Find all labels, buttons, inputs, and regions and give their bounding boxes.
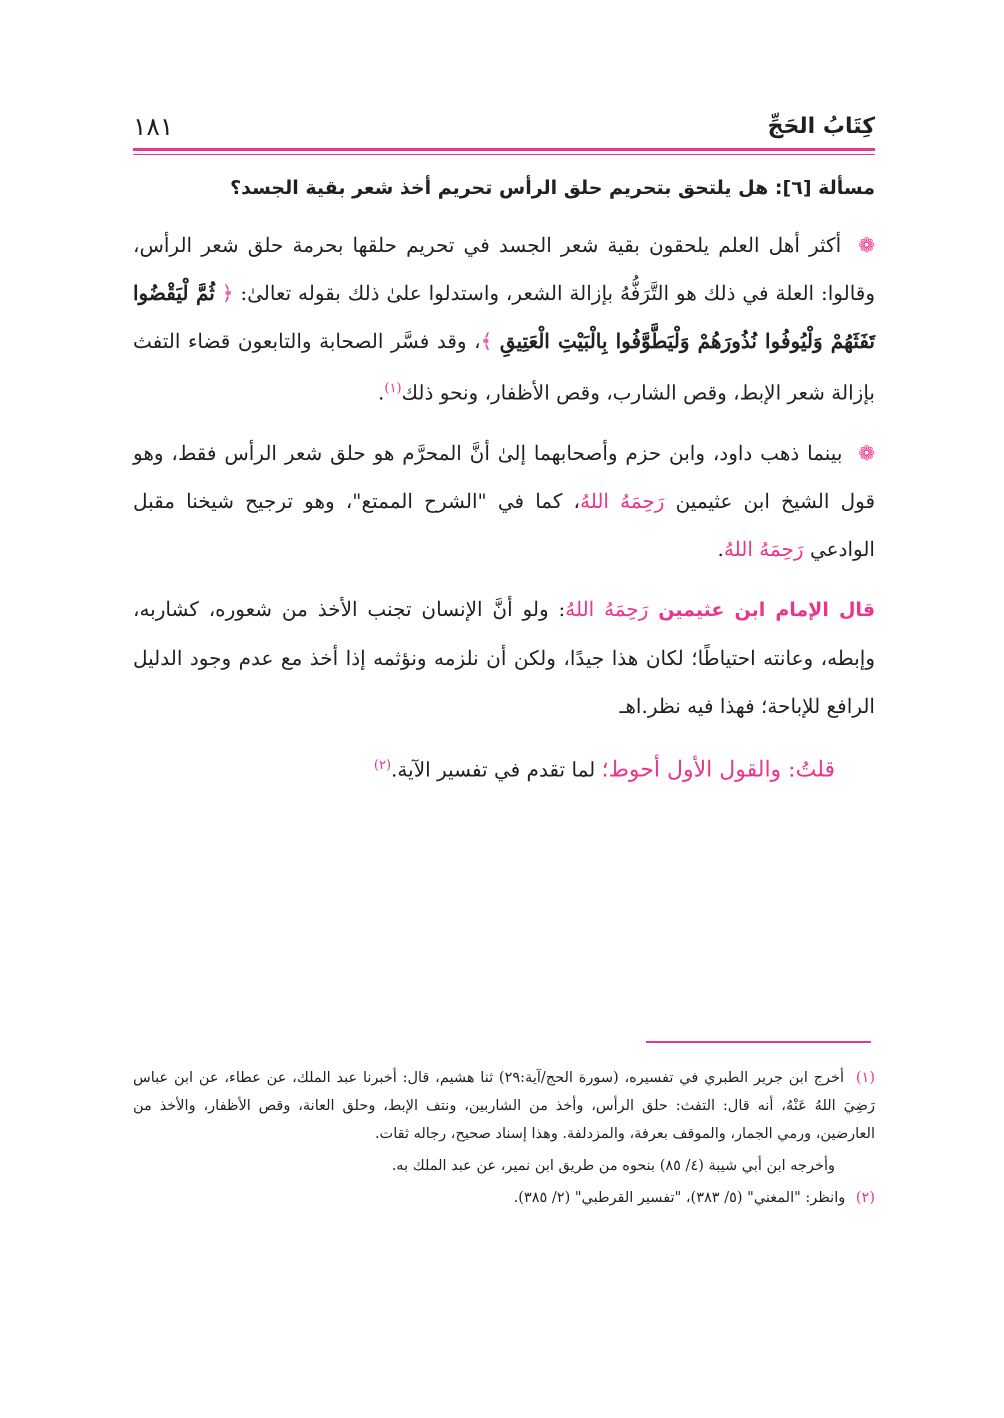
page-number: ١٨١ xyxy=(133,112,174,141)
footnote-2-number: (٢) xyxy=(855,1190,875,1206)
paragraph-quote xyxy=(133,585,875,730)
verse-close-bracket: ﴾ xyxy=(480,329,493,353)
footnote-1-extra: وأخرجه ابن أبي شيبة (٤/ ٨٥) بنحوه من طريق ابن نمير، عن عبد الملك به. xyxy=(391,1158,835,1174)
footnote-ref-2[interactable]: (٢) xyxy=(373,757,392,773)
footnote-separator xyxy=(646,1041,871,1043)
footnote-1 xyxy=(133,1064,875,1148)
para2-text-b: ، كما في "الشرح الممتع"، وهو ترجيح شيخنا مقبل الوادعي xyxy=(133,488,875,561)
footnote-2-text: وانظر: "المغني" (٥/ ٣٨٣)، "تفسير القرطبي" (٢/ ٣٨٥). xyxy=(513,1190,846,1206)
para2-end: . xyxy=(717,536,724,561)
para1-end: . xyxy=(378,380,385,405)
para2-text-a: بينما ذهب داود، وابن حزم وأصحابهما إلىٰ أنَّ المحرَّم هو حلق شعر الرأس فقط، وهو قول الشيخ ابن عثيمين xyxy=(133,440,875,513)
running-header xyxy=(133,108,875,148)
para1-text-b: ، وقد فسَّر الصحابة والتابعون قضاء التفث بإزالة شعر الإبط، وقص الشارب، وقص الأظفار، ونحو ذلك xyxy=(133,329,875,405)
verse-open-bracket: ﴿ xyxy=(221,281,234,305)
question-text: هل يلتحق بتحريم حلق الرأس تحريم أخذ شعر بقية الجسد؟ xyxy=(230,177,769,199)
header-rule-thin xyxy=(133,154,875,155)
footnotes xyxy=(133,1064,875,1212)
footnote-2 xyxy=(133,1184,875,1212)
header-rule-thick xyxy=(133,148,875,151)
quote-text: ولو أنَّ الإنسان تجنب الأخذ من شعوره، كشاربه، وإبطه، وعانته احتياطًا؛ لكان هذا جيدًا، ولكن أن نلزمه ونؤثمه إذا أخذ مع عدم وجود الدليل الرافع للإباحة؛ فهذا فيه نظر.اهـ xyxy=(133,596,875,718)
footnote-1-text: أخرج ابن جرير الطبري في تفسيره، (سورة الحج/آية:٢٩) ثنا هشيم، قال: أخبرنا عبد الملك، عن عطاء، عن ابن عباس رَضِيَ اللهُ عَنْهُ، أنه قال: التفث: حلق الرأس، وأخذ من الشاربين، ونتف الإبط، وحلق العانة، وقص الأظفار، والأخذ من العارضين، ورمي الجمار، والموقف بعرفة، والمزدلفة. وهذا إسناد صحيح، رجاله ثقات. xyxy=(133,1070,875,1142)
quote-honorific: رَحِمَهُ اللهُ xyxy=(565,596,649,621)
quote-colon: : xyxy=(558,596,566,621)
honorific-1: رَحِمَهُ اللهُ xyxy=(579,488,665,513)
conclusion-lead: قلتُ: والقول الأول أحوط؛ xyxy=(601,757,835,783)
paragraph-minority-view xyxy=(133,429,875,573)
conclusion-text: لما تقدم في تفسير الآية. xyxy=(391,757,596,782)
paragraph-majority-view xyxy=(133,221,875,417)
honorific-2: رَحِمَهُ اللهُ xyxy=(723,536,804,561)
flower-ornament-icon: ❁ xyxy=(858,233,875,257)
book-title: كِتَابُ الحَجِّ xyxy=(767,114,875,139)
question-label: مسألة [٦]: xyxy=(774,177,875,199)
flower-ornament-icon: ❁ xyxy=(858,440,876,465)
quran-verse: ثُمَّ لْيَقْضُوا تَفَثَهُمْ وَلْيُوفُوا نُذُورَهُمْ وَلْيَطَّوَّفُوا بِالْبَيْتِ الْعَتِيقِ xyxy=(133,281,876,353)
quote-speaker: قال الإمام ابن عثيمين xyxy=(658,598,876,621)
question-heading xyxy=(133,165,875,211)
footnote-1-number: (١) xyxy=(855,1070,876,1086)
main-text xyxy=(133,165,875,806)
paragraph-conclusion xyxy=(133,742,875,795)
para1-text-a: أكثر أهل العلم يلحقون بقية شعر الجسد في تحريم حلقها بحرمة حلق شعر الرأس، وقالوا: العلة في ذلك هو التَّرَفُّهُ بإزالة الشعر، واستدلوا علىٰ ذلك بقوله تعالىٰ: xyxy=(133,233,876,305)
footnote-ref-1[interactable]: (١) xyxy=(384,381,402,396)
